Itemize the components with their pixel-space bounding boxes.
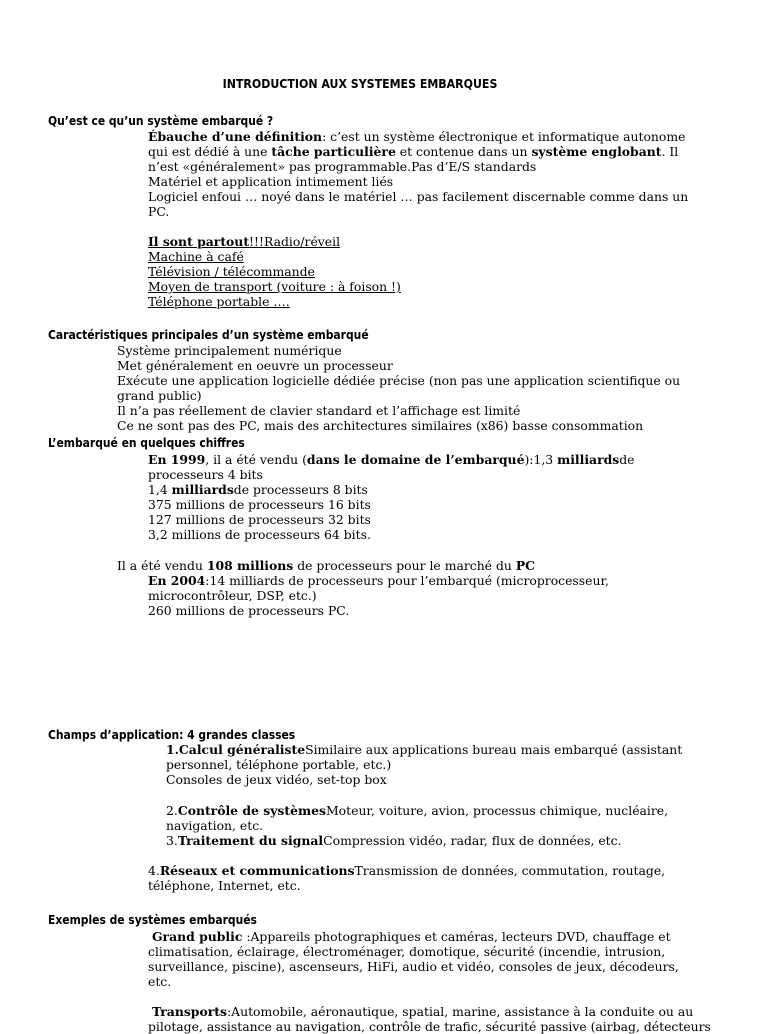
section-heading-figures: L’embarqué en quelques chiffres [48,435,245,450]
figures-line-8 [148,573,609,588]
example-item: Machine à café [148,249,244,264]
characteristic-line: grand public) [117,388,202,403]
text: Il a été vendu [117,558,207,573]
bold-term: En 1999 [148,452,206,467]
bold-term: 1.Calcul généraliste [166,742,306,757]
class-2-line-1 [166,803,668,818]
figures-line-7 [117,558,535,573]
text: Compression vidéo, radar, flux de données, etc. [323,833,622,848]
examples-consumer-line-3: surveillance, piscine), ascenseurs, HiFi, audio et vidéo, consoles de jeux, décodeurs, [148,959,679,974]
text: et contenue dans un [395,144,532,159]
figures-line-9: microcontrôleur, DSP, etc.) [148,588,317,603]
document-title: INTRODUCTION AUX SYSTEMES EMBARQUES [222,76,498,91]
examples-consumer-line-1 [148,929,671,944]
text: de processeurs pour le marché du [293,558,516,573]
example-item: Moyen de transport (voiture : à foison !) [148,279,401,294]
text: , il a été vendu ( [205,452,307,467]
class-1-line-2: personnel, téléphone portable, etc.) [166,757,392,772]
text: Similaire aux applications bureau mais embarqué (assistant [305,742,683,757]
text: :14 milliards de processeurs pour l’embarqué (microprocesseur, [205,573,609,588]
figures-line-6: 3,2 millions de processeurs 64 bits. [148,527,371,542]
characteristic-line: Système principalement numérique [117,343,342,358]
definition-line-3: n’est «généralement» pas programmable.Pas d’E/S standards [148,159,537,174]
definition-line-5: Logiciel enfoui … noyé dans le matériel … pas facilement discernable comme dans un [148,189,689,204]
class-1-line-3: Consoles de jeux vidéo, set-top box [166,772,387,787]
figures-line-5: 127 millions de processeurs 32 bits [148,512,371,527]
examples-consumer-line-4: etc. [148,974,172,989]
text: :Automobile, aéronautique, spatial, marine, assistance à la conduite ou au [226,1004,694,1019]
text: Transmission de données, commutation, routage, [354,863,666,878]
examples-consumer-line-2: climatisation, éclairage, électroménager, domotique, sécurité (incendie, intrusion, [148,944,666,959]
text: qui est dédié à une [148,144,272,159]
characteristic-line: Ce ne sont pas des PC, mais des architectures similaires (x86) basse consommation [117,418,644,433]
section-heading-characteristics: Caractéristiques principales d’un système embarqué [48,327,369,342]
examples-transport-line-2: pilotage, assistance au navigation, contrôle de trafic, sécurité passive (airbag, détecteurs [148,1019,711,1034]
bold-term: Ébauche d’une définition [148,129,323,144]
text: !!!Radio/réveil [249,234,341,249]
bold-term: milliards [171,482,234,497]
text: 1,4 [148,482,172,497]
figures-line-10: 260 millions de processeurs PC. [148,603,350,618]
examples-transport-line-1 [148,1004,693,1019]
text: 2. [166,803,178,818]
bold-term: Traitement du signal [177,833,324,848]
section-heading-definition: Qu’est ce qu’un système embarqué ? [48,113,274,128]
bold-term: système englobant [531,144,662,159]
text: Moteur, voiture, avion, processus chimique, nucléaire, [325,803,669,818]
everywhere-line [148,234,340,249]
bold-term: dans le domaine de l’embarqué [306,452,525,467]
bold-term: Réseaux et communications [159,863,355,878]
text: 3. [166,833,178,848]
bold-term: 108 millions [206,558,294,573]
bold-term: Transports [151,1004,227,1019]
class-4-line-1 [148,863,665,878]
class-4-line-2: téléphone, Internet, etc. [148,878,301,893]
bold-term: tâche particulière [271,144,396,159]
section-heading-fields: Champs d’application: 4 grandes classes [48,727,296,742]
bold-term: Grand public [151,929,243,944]
figures-line-1 [148,452,635,467]
definition-line-6: PC. [148,204,170,219]
characteristic-line: Il n’a pas réellement de clavier standard et l’affichage est limité [117,403,521,418]
text: 4. [148,863,160,878]
class-3-line-1 [166,833,622,848]
figures-line-4: 375 millions de processeurs 16 bits [148,497,371,512]
class-2-line-2: navigation, etc. [166,818,264,833]
bold-term: PC [515,558,535,573]
text: de [619,452,635,467]
bold-term: Contrôle de systèmes [177,803,326,818]
bold-term: En 2004 [148,573,206,588]
characteristic-line: Exécute une application logicielle dédiée précise (non pas une application scientifique ou [117,373,681,388]
definition-line-4: Matériel et application intimement liés [148,174,394,189]
figures-line-3 [148,482,368,497]
characteristic-line: Met généralement en oeuvre un processeur [117,358,393,373]
text: : c’est un système électronique et informatique autonome [322,129,686,144]
example-item: Téléphone portable …. [148,294,290,309]
bold-term: milliards [557,452,620,467]
definition-line-2 [148,144,678,159]
bold-term: Il sont partout [148,234,250,249]
example-item: Télévision / télécommande [148,264,315,279]
section-heading-examples: Exemples de systèmes embarqués [48,912,257,927]
text: . Il [661,144,679,159]
text: de processeurs 8 bits [233,482,368,497]
text: ):1,3 [524,452,558,467]
text: :Appareils photographiques et caméras, lecteurs DVD, chauffage et [242,929,671,944]
class-1-line-1 [166,742,682,757]
figures-line-2: processeurs 4 bits [148,467,263,482]
definition-line-1 [148,129,685,144]
